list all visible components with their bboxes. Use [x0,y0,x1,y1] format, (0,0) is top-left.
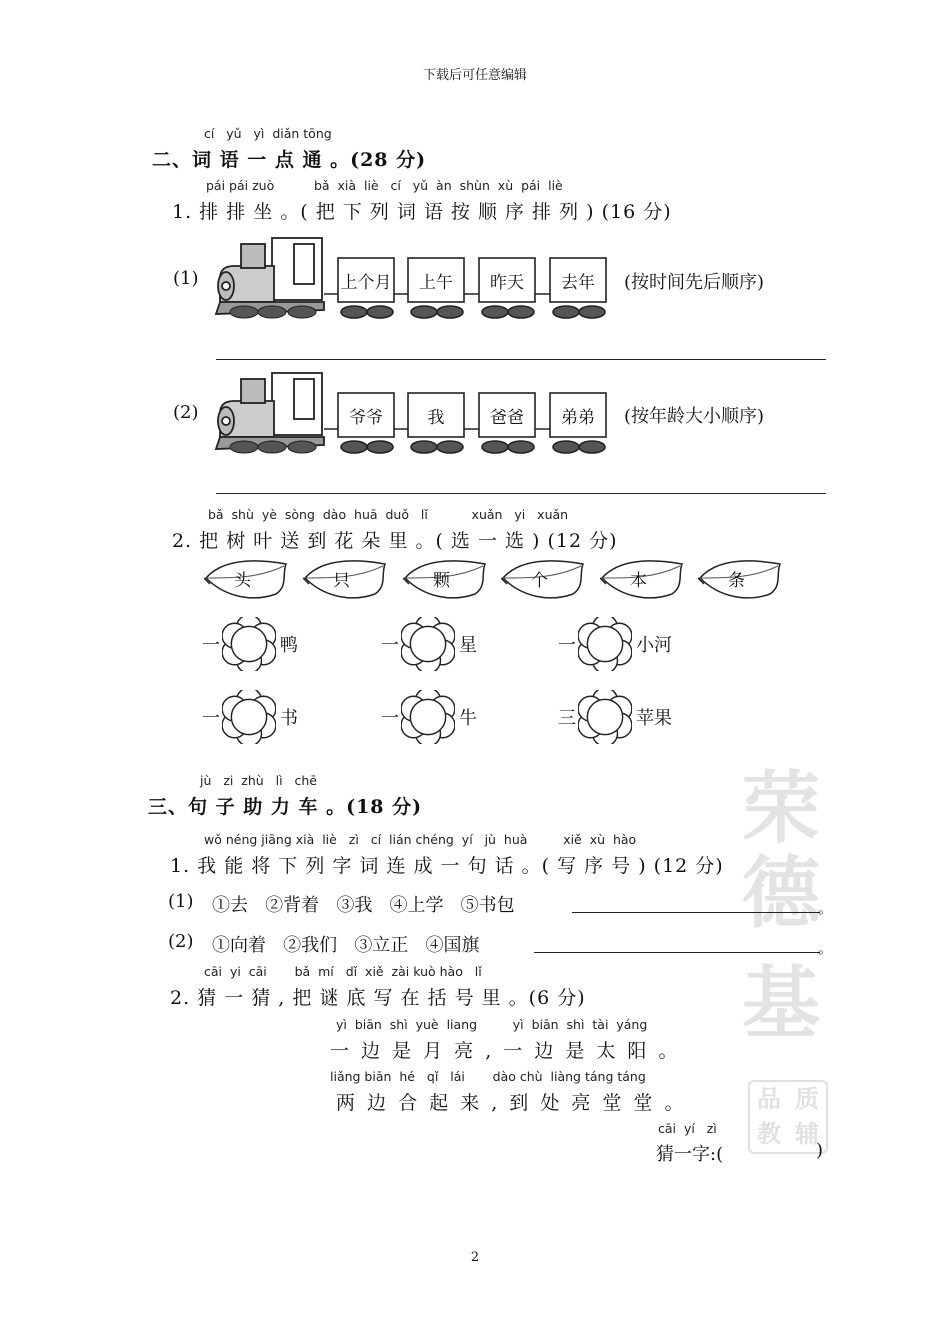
flower-prefix: 三 [558,708,576,729]
train2-car-label: 爸爸 [490,408,524,428]
q2-title: 2. 把 树 叶 送 到 花 朵 里 。( 选 一 选 ) (12 分) [172,530,618,552]
train1-car-label: 上个月 [340,273,392,293]
watermark-char-2: 德 [742,848,821,939]
s3q1-item1-answer-line[interactable] [572,912,820,913]
q2-pinyin: bǎ shù yè sòng dào huā duǒ lǐ xuǎn yi xuǎn [208,507,569,522]
flower-icon [578,617,632,671]
leaf-word: 头 [234,571,251,591]
section2-pinyin: cí yǔ yì diǎn tōng [204,126,332,141]
flower-suffix: 星 [459,635,477,656]
watermark-char-3: 基 [742,958,821,1049]
flower-prefix: 一 [381,708,399,729]
section3-title: 三、句 子 助 力 车 。(18 分) [148,796,423,818]
leaf[interactable] [698,556,784,604]
train2-answer-line[interactable] [216,493,826,494]
answer-label: 猜一字:( [656,1144,724,1165]
flower-prefix: 一 [381,635,399,656]
flower-suffix: 鸭 [280,635,298,656]
answer-pinyin: cāi yí zì [658,1121,717,1136]
answer-blank[interactable] [748,1140,814,1164]
train2-car-label: 弟弟 [561,408,595,428]
riddle-line2: 两 边 合 起 来 , 到 处 亮 堂 堂 。 [336,1092,687,1114]
locomotive-wheels-icon [230,306,316,318]
s3q1-item1-period: 。 [818,899,834,917]
leaf-word: 只 [333,571,350,591]
s3q1-item2-number: (2) [168,931,194,952]
riddle-line1-pinyin: yì biān shì yuè liang yì biān shì tài yáng [336,1017,648,1032]
watermark-box-char: 品 [757,1084,781,1113]
flower-prefix: 一 [202,635,220,656]
section2-title: 二、词 语 一 点 通 。(28 分) [152,149,427,171]
leaf[interactable] [204,556,290,604]
watermark-box-char: 辅 [795,1119,819,1148]
leaf-word: 本 [630,571,647,591]
leaf-word: 颗 [433,571,450,591]
s3q1-pinyin: wǒ néng jiāng xià liè zì cí lián chéng yí jù huà xiě xù hào [204,832,637,847]
flower-icon [578,690,632,744]
s3q2-pinyin: cāi yi cāi bǎ mí dǐ xiě zài kuò hào lǐ [204,964,482,979]
s3q1-title: 1. 我 能 将 下 列 字 词 连 成 一 句 话 。( 写 序 号 ) (12 分) [170,855,724,877]
s3q1-item2-period: 。 [818,939,834,957]
train1-car-label: 上午 [419,273,453,293]
s3q2-title: 2. 猜 一 猜 , 把 谜 底 写 在 括 号 里 。(6 分) [170,987,586,1009]
s3q1-item2-words: ①向着 ②我们 ③立正 ④国旗 [212,935,480,956]
flower-icon [222,690,276,744]
leaf-word: 个 [531,571,548,591]
leaf-word: 条 [728,571,745,591]
train1-car-label: 昨天 [490,273,524,293]
flower-icon [222,617,276,671]
top-note: 下载后可任意编辑 [422,68,527,83]
flower-prefix: 一 [202,708,220,729]
flower-prefix: 一 [558,635,576,656]
train2-car-label: 我 [427,408,445,428]
page-number: 2 [470,1250,480,1265]
train2-car-label: 爷爷 [349,408,383,428]
leaf[interactable] [403,556,489,604]
flower-suffix: 书 [280,708,298,729]
flower-suffix: 牛 [459,708,477,729]
flower-suffix: 苹果 [636,708,672,729]
flower-icon [401,690,455,744]
train1-number: (1) [173,268,199,289]
leaf[interactable] [501,556,587,604]
q1-title: 1. 排 排 坐 。( 把 下 列 词 语 按 顺 序 排 列 ) (16 分) [172,201,672,223]
s3q1-item1-number: (1) [168,891,194,912]
riddle-line2-pinyin: liǎng biān hé qǐ lái dào chù liàng táng táng [330,1069,646,1084]
train1-hint: (按时间先后顺序) [624,272,765,293]
train2-hint: (按年龄大小顺序) [624,406,765,427]
watermark-box-char: 质 [795,1084,819,1113]
locomotive-icon [216,373,324,449]
riddle-line1: 一 边 是 月 亮 , 一 边 是 太 阳 。 [330,1040,681,1062]
train1-answer-line[interactable] [216,359,826,360]
section3-pinyin: jù zi zhù lì chē [200,773,317,788]
s3q1-item2-answer-line[interactable] [534,952,820,953]
answer-close: ) [816,1140,824,1161]
locomotive-wheels-icon [230,441,316,453]
watermark-char-1: 荣 [742,763,821,854]
train1-car-label: 去年 [561,273,595,293]
s3q1-item1-words: ①去 ②背着 ③我 ④上学 ⑤书包 [212,895,515,916]
watermark-box-char: 教 [757,1119,781,1148]
flower-icon [401,617,455,671]
q1-pinyin: pái pái zuò bǎ xià liè cí yǔ àn shùn xù pái liè [206,178,563,193]
leaf[interactable] [600,556,686,604]
leaf[interactable] [303,556,389,604]
locomotive-icon [216,238,324,314]
train2-number: (2) [173,402,199,423]
flower-suffix: 小河 [636,635,672,656]
